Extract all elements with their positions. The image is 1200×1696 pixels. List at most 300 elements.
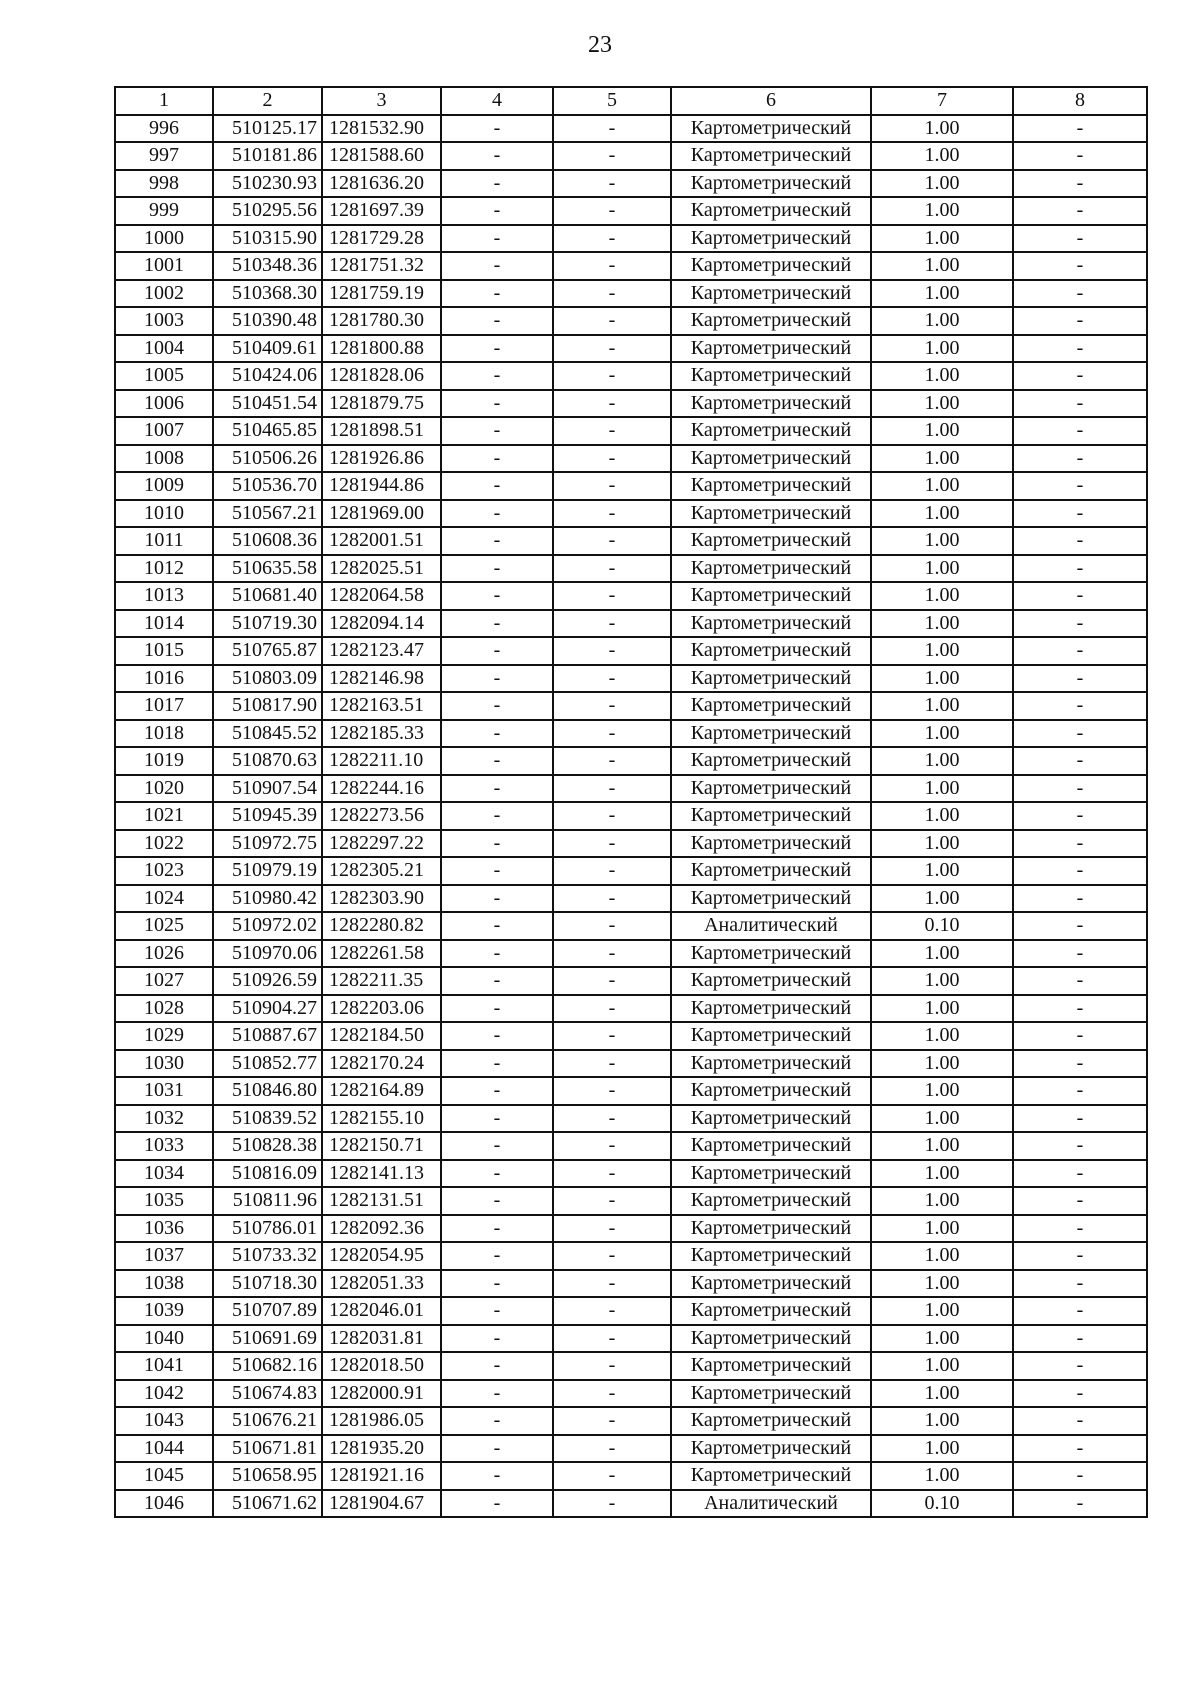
col8-cell: - xyxy=(1013,170,1147,198)
col8-cell: - xyxy=(1013,252,1147,280)
col4-cell: - xyxy=(441,1380,553,1408)
y-coordinate-cell: 1282001.51 xyxy=(322,527,441,555)
method-cell: Картометрический xyxy=(671,692,871,720)
point-number-cell: 1023 xyxy=(115,857,213,885)
table-row xyxy=(115,280,1147,308)
point-number-cell: 1038 xyxy=(115,1270,213,1298)
col8-cell: - xyxy=(1013,527,1147,555)
method-cell: Картометрический xyxy=(671,527,871,555)
col5-cell: - xyxy=(553,802,671,830)
col8-cell: - xyxy=(1013,1050,1147,1078)
table-row xyxy=(115,252,1147,280)
x-coordinate-cell: 510671.62 xyxy=(213,1490,322,1518)
col4-cell: - xyxy=(441,1187,553,1215)
col5-cell: - xyxy=(553,445,671,473)
method-cell: Картометрический xyxy=(671,1270,871,1298)
point-number-cell: 1022 xyxy=(115,830,213,858)
y-coordinate-cell: 1282092.36 xyxy=(322,1215,441,1243)
col5-cell: - xyxy=(553,720,671,748)
col4-cell: - xyxy=(441,335,553,363)
method-cell: Картометрический xyxy=(671,610,871,638)
col5-cell: - xyxy=(553,142,671,170)
accuracy-cell: 1.00 xyxy=(871,747,1013,775)
col4-cell: - xyxy=(441,1077,553,1105)
point-number-cell: 1025 xyxy=(115,912,213,940)
method-cell: Картометрический xyxy=(671,170,871,198)
method-cell: Картометрический xyxy=(671,1132,871,1160)
method-cell: Картометрический xyxy=(671,1407,871,1435)
col8-cell: - xyxy=(1013,1407,1147,1435)
method-cell: Картометрический xyxy=(671,1435,871,1463)
method-cell: Картометрический xyxy=(671,500,871,528)
x-coordinate-cell: 510348.36 xyxy=(213,252,322,280)
col5-cell: - xyxy=(553,1187,671,1215)
table-row xyxy=(115,1435,1147,1463)
col4-cell: - xyxy=(441,1435,553,1463)
accuracy-cell: 1.00 xyxy=(871,252,1013,280)
y-coordinate-cell: 1282046.01 xyxy=(322,1297,441,1325)
point-number-cell: 1039 xyxy=(115,1297,213,1325)
point-number-cell: 1021 xyxy=(115,802,213,830)
accuracy-cell: 1.00 xyxy=(871,1022,1013,1050)
col4-cell: - xyxy=(441,555,553,583)
col8-cell: - xyxy=(1013,610,1147,638)
point-number-cell: 1006 xyxy=(115,390,213,418)
point-number-cell: 998 xyxy=(115,170,213,198)
col8-cell: - xyxy=(1013,775,1147,803)
table-row xyxy=(115,692,1147,720)
col4-cell: - xyxy=(441,637,553,665)
method-cell: Картометрический xyxy=(671,582,871,610)
x-coordinate-cell: 510970.06 xyxy=(213,940,322,968)
method-cell: Картометрический xyxy=(671,1077,871,1105)
column-header-5: 5 xyxy=(553,87,671,115)
col4-cell: - xyxy=(441,1490,553,1518)
y-coordinate-cell: 1281969.00 xyxy=(322,500,441,528)
table-row xyxy=(115,1490,1147,1518)
table-row xyxy=(115,1462,1147,1490)
y-coordinate-cell: 1282184.50 xyxy=(322,1022,441,1050)
x-coordinate-cell: 510681.40 xyxy=(213,582,322,610)
col8-cell: - xyxy=(1013,940,1147,968)
table-row xyxy=(115,527,1147,555)
col4-cell: - xyxy=(441,610,553,638)
accuracy-cell: 1.00 xyxy=(871,527,1013,555)
col8-cell: - xyxy=(1013,582,1147,610)
accuracy-cell: 1.00 xyxy=(871,115,1013,143)
x-coordinate-cell: 510718.30 xyxy=(213,1270,322,1298)
col4-cell: - xyxy=(441,500,553,528)
point-number-cell: 1024 xyxy=(115,885,213,913)
method-cell: Картометрический xyxy=(671,115,871,143)
accuracy-cell: 1.00 xyxy=(871,1325,1013,1353)
x-coordinate-cell: 510926.59 xyxy=(213,967,322,995)
col8-cell: - xyxy=(1013,857,1147,885)
col8-cell: - xyxy=(1013,472,1147,500)
method-cell: Картометрический xyxy=(671,225,871,253)
col8-cell: - xyxy=(1013,555,1147,583)
x-coordinate-cell: 510845.52 xyxy=(213,720,322,748)
table-row xyxy=(115,390,1147,418)
table-row xyxy=(115,335,1147,363)
accuracy-cell: 1.00 xyxy=(871,225,1013,253)
col5-cell: - xyxy=(553,967,671,995)
accuracy-cell: 1.00 xyxy=(871,665,1013,693)
table-row xyxy=(115,995,1147,1023)
accuracy-cell: 1.00 xyxy=(871,1352,1013,1380)
accuracy-cell: 1.00 xyxy=(871,610,1013,638)
accuracy-cell: 1.00 xyxy=(871,1435,1013,1463)
table-row xyxy=(115,857,1147,885)
x-coordinate-cell: 510506.26 xyxy=(213,445,322,473)
y-coordinate-cell: 1282211.10 xyxy=(322,747,441,775)
col4-cell: - xyxy=(441,1297,553,1325)
y-coordinate-cell: 1282146.98 xyxy=(322,665,441,693)
x-coordinate-cell: 510181.86 xyxy=(213,142,322,170)
accuracy-cell: 1.00 xyxy=(871,995,1013,1023)
accuracy-cell: 1.00 xyxy=(871,1297,1013,1325)
table-row xyxy=(115,582,1147,610)
col8-cell: - xyxy=(1013,1270,1147,1298)
col8-cell: - xyxy=(1013,1187,1147,1215)
y-coordinate-cell: 1281828.06 xyxy=(322,362,441,390)
x-coordinate-cell: 510786.01 xyxy=(213,1215,322,1243)
accuracy-cell: 1.00 xyxy=(871,500,1013,528)
method-cell: Картометрический xyxy=(671,390,871,418)
accuracy-cell: 1.00 xyxy=(871,1242,1013,1270)
col5-cell: - xyxy=(553,885,671,913)
x-coordinate-cell: 510972.02 xyxy=(213,912,322,940)
col5-cell: - xyxy=(553,1105,671,1133)
y-coordinate-cell: 1282297.22 xyxy=(322,830,441,858)
y-coordinate-cell: 1281532.90 xyxy=(322,115,441,143)
point-number-cell: 1016 xyxy=(115,665,213,693)
accuracy-cell: 1.00 xyxy=(871,1077,1013,1105)
method-cell: Картометрический xyxy=(671,280,871,308)
col5-cell: - xyxy=(553,170,671,198)
accuracy-cell: 1.00 xyxy=(871,362,1013,390)
x-coordinate-cell: 510671.81 xyxy=(213,1435,322,1463)
col4-cell: - xyxy=(441,1132,553,1160)
col8-cell: - xyxy=(1013,967,1147,995)
table-row xyxy=(115,445,1147,473)
x-coordinate-cell: 510733.32 xyxy=(213,1242,322,1270)
method-cell: Картометрический xyxy=(671,940,871,968)
x-coordinate-cell: 510846.80 xyxy=(213,1077,322,1105)
col4-cell: - xyxy=(441,1242,553,1270)
col4-cell: - xyxy=(441,775,553,803)
col8-cell: - xyxy=(1013,1297,1147,1325)
col4-cell: - xyxy=(441,390,553,418)
col5-cell: - xyxy=(553,692,671,720)
x-coordinate-cell: 510691.69 xyxy=(213,1325,322,1353)
col5-cell: - xyxy=(553,1297,671,1325)
col5-cell: - xyxy=(553,1132,671,1160)
method-cell: Картометрический xyxy=(671,362,871,390)
method-cell: Картометрический xyxy=(671,1242,871,1270)
y-coordinate-cell: 1282155.10 xyxy=(322,1105,441,1133)
y-coordinate-cell: 1282261.58 xyxy=(322,940,441,968)
col4-cell: - xyxy=(441,527,553,555)
method-cell: Картометрический xyxy=(671,1160,871,1188)
point-number-cell: 1019 xyxy=(115,747,213,775)
column-header-4: 4 xyxy=(441,87,553,115)
col8-cell: - xyxy=(1013,1215,1147,1243)
accuracy-cell: 1.00 xyxy=(871,170,1013,198)
y-coordinate-cell: 1281879.75 xyxy=(322,390,441,418)
x-coordinate-cell: 510125.17 xyxy=(213,115,322,143)
y-coordinate-cell: 1282123.47 xyxy=(322,637,441,665)
col4-cell: - xyxy=(441,912,553,940)
page-number: 23 xyxy=(588,32,612,58)
method-cell: Картометрический xyxy=(671,1187,871,1215)
col8-cell: - xyxy=(1013,445,1147,473)
x-coordinate-cell: 510368.30 xyxy=(213,280,322,308)
col8-cell: - xyxy=(1013,225,1147,253)
accuracy-cell: 1.00 xyxy=(871,307,1013,335)
col5-cell: - xyxy=(553,390,671,418)
x-coordinate-cell: 510707.89 xyxy=(213,1297,322,1325)
point-number-cell: 1030 xyxy=(115,1050,213,1078)
accuracy-cell: 1.00 xyxy=(871,1050,1013,1078)
point-number-cell: 1010 xyxy=(115,500,213,528)
col5-cell: - xyxy=(553,775,671,803)
column-header-8: 8 xyxy=(1013,87,1147,115)
table-row xyxy=(115,912,1147,940)
x-coordinate-cell: 510635.58 xyxy=(213,555,322,583)
table-row xyxy=(115,472,1147,500)
col4-cell: - xyxy=(441,142,553,170)
x-coordinate-cell: 510907.54 xyxy=(213,775,322,803)
method-cell: Картометрический xyxy=(671,1380,871,1408)
x-coordinate-cell: 510817.90 xyxy=(213,692,322,720)
y-coordinate-cell: 1281729.28 xyxy=(322,225,441,253)
table-row xyxy=(115,1105,1147,1133)
y-coordinate-cell: 1282303.90 xyxy=(322,885,441,913)
col4-cell: - xyxy=(441,1462,553,1490)
col5-cell: - xyxy=(553,500,671,528)
header-row xyxy=(115,87,1147,115)
method-cell: Картометрический xyxy=(671,967,871,995)
method-cell: Картометрический xyxy=(671,1462,871,1490)
col4-cell: - xyxy=(441,995,553,1023)
point-number-cell: 1033 xyxy=(115,1132,213,1160)
method-cell: Картометрический xyxy=(671,417,871,445)
table-row xyxy=(115,115,1147,143)
method-cell: Аналитический xyxy=(671,1490,871,1518)
col5-cell: - xyxy=(553,362,671,390)
table-row xyxy=(115,225,1147,253)
col5-cell: - xyxy=(553,610,671,638)
x-coordinate-cell: 510230.93 xyxy=(213,170,322,198)
point-number-cell: 1041 xyxy=(115,1352,213,1380)
point-number-cell: 1004 xyxy=(115,335,213,363)
point-number-cell: 1000 xyxy=(115,225,213,253)
table-row xyxy=(115,1050,1147,1078)
x-coordinate-cell: 510390.48 xyxy=(213,307,322,335)
table-row xyxy=(115,1215,1147,1243)
col5-cell: - xyxy=(553,225,671,253)
col5-cell: - xyxy=(553,637,671,665)
col4-cell: - xyxy=(441,1407,553,1435)
y-coordinate-cell: 1282273.56 xyxy=(322,802,441,830)
accuracy-cell: 1.00 xyxy=(871,1462,1013,1490)
method-cell: Картометрический xyxy=(671,1215,871,1243)
table-row xyxy=(115,1352,1147,1380)
col8-cell: - xyxy=(1013,500,1147,528)
accuracy-cell: 1.00 xyxy=(871,830,1013,858)
y-coordinate-cell: 1281780.30 xyxy=(322,307,441,335)
point-number-cell: 1043 xyxy=(115,1407,213,1435)
table-row xyxy=(115,1270,1147,1298)
point-number-cell: 1013 xyxy=(115,582,213,610)
x-coordinate-cell: 510803.09 xyxy=(213,665,322,693)
col4-cell: - xyxy=(441,225,553,253)
table-row xyxy=(115,170,1147,198)
table-row xyxy=(115,1407,1147,1435)
table-row xyxy=(115,610,1147,638)
table-row xyxy=(115,665,1147,693)
point-number-cell: 1042 xyxy=(115,1380,213,1408)
col4-cell: - xyxy=(441,967,553,995)
x-coordinate-cell: 510295.56 xyxy=(213,197,322,225)
col5-cell: - xyxy=(553,1215,671,1243)
point-number-cell: 1005 xyxy=(115,362,213,390)
col8-cell: - xyxy=(1013,1380,1147,1408)
accuracy-cell: 1.00 xyxy=(871,417,1013,445)
point-number-cell: 1031 xyxy=(115,1077,213,1105)
col8-cell: - xyxy=(1013,142,1147,170)
accuracy-cell: 1.00 xyxy=(871,967,1013,995)
method-cell: Картометрический xyxy=(671,885,871,913)
col5-cell: - xyxy=(553,307,671,335)
col4-cell: - xyxy=(441,665,553,693)
col8-cell: - xyxy=(1013,995,1147,1023)
x-coordinate-cell: 510451.54 xyxy=(213,390,322,418)
table-row xyxy=(115,500,1147,528)
col4-cell: - xyxy=(441,280,553,308)
x-coordinate-cell: 510811.96 xyxy=(213,1187,322,1215)
accuracy-cell: 1.00 xyxy=(871,692,1013,720)
col8-cell: - xyxy=(1013,885,1147,913)
accuracy-cell: 1.00 xyxy=(871,857,1013,885)
table-header xyxy=(115,87,1147,115)
col5-cell: - xyxy=(553,197,671,225)
y-coordinate-cell: 1282203.06 xyxy=(322,995,441,1023)
x-coordinate-cell: 510904.27 xyxy=(213,995,322,1023)
table-row xyxy=(115,802,1147,830)
accuracy-cell: 1.00 xyxy=(871,445,1013,473)
accuracy-cell: 1.00 xyxy=(871,720,1013,748)
table-row xyxy=(115,142,1147,170)
col8-cell: - xyxy=(1013,1022,1147,1050)
col4-cell: - xyxy=(441,252,553,280)
accuracy-cell: 1.00 xyxy=(871,142,1013,170)
col4-cell: - xyxy=(441,115,553,143)
x-coordinate-cell: 510980.42 xyxy=(213,885,322,913)
y-coordinate-cell: 1282064.58 xyxy=(322,582,441,610)
col5-cell: - xyxy=(553,280,671,308)
col8-cell: - xyxy=(1013,390,1147,418)
col8-cell: - xyxy=(1013,197,1147,225)
x-coordinate-cell: 510608.36 xyxy=(213,527,322,555)
col4-cell: - xyxy=(441,692,553,720)
y-coordinate-cell: 1282018.50 xyxy=(322,1352,441,1380)
col5-cell: - xyxy=(553,1050,671,1078)
col4-cell: - xyxy=(441,1270,553,1298)
y-coordinate-cell: 1281751.32 xyxy=(322,252,441,280)
col5-cell: - xyxy=(553,665,671,693)
col8-cell: - xyxy=(1013,1462,1147,1490)
point-number-cell: 1028 xyxy=(115,995,213,1023)
y-coordinate-cell: 1281898.51 xyxy=(322,417,441,445)
col5-cell: - xyxy=(553,1077,671,1105)
method-cell: Картометрический xyxy=(671,1297,871,1325)
col4-cell: - xyxy=(441,885,553,913)
x-coordinate-cell: 510765.87 xyxy=(213,637,322,665)
x-coordinate-cell: 510828.38 xyxy=(213,1132,322,1160)
y-coordinate-cell: 1282150.71 xyxy=(322,1132,441,1160)
table-row xyxy=(115,885,1147,913)
accuracy-cell: 1.00 xyxy=(871,555,1013,583)
accuracy-cell: 1.00 xyxy=(871,197,1013,225)
x-coordinate-cell: 510676.21 xyxy=(213,1407,322,1435)
x-coordinate-cell: 510719.30 xyxy=(213,610,322,638)
col8-cell: - xyxy=(1013,912,1147,940)
point-number-cell: 1011 xyxy=(115,527,213,555)
point-number-cell: 1036 xyxy=(115,1215,213,1243)
table-row xyxy=(115,720,1147,748)
col8-cell: - xyxy=(1013,417,1147,445)
col5-cell: - xyxy=(553,527,671,555)
col5-cell: - xyxy=(553,1022,671,1050)
table-row xyxy=(115,1132,1147,1160)
col8-cell: - xyxy=(1013,1325,1147,1353)
col5-cell: - xyxy=(553,1380,671,1408)
y-coordinate-cell: 1281935.20 xyxy=(322,1435,441,1463)
point-number-cell: 1044 xyxy=(115,1435,213,1463)
method-cell: Картометрический xyxy=(671,555,871,583)
y-coordinate-cell: 1282131.51 xyxy=(322,1187,441,1215)
col5-cell: - xyxy=(553,1435,671,1463)
accuracy-cell: 0.10 xyxy=(871,1490,1013,1518)
col5-cell: - xyxy=(553,1160,671,1188)
y-coordinate-cell: 1281921.16 xyxy=(322,1462,441,1490)
x-coordinate-cell: 510674.83 xyxy=(213,1380,322,1408)
y-coordinate-cell: 1282025.51 xyxy=(322,555,441,583)
column-header-6: 6 xyxy=(671,87,871,115)
table-row xyxy=(115,830,1147,858)
x-coordinate-cell: 510536.70 xyxy=(213,472,322,500)
method-cell: Аналитический xyxy=(671,912,871,940)
col5-cell: - xyxy=(553,857,671,885)
col4-cell: - xyxy=(441,582,553,610)
col5-cell: - xyxy=(553,995,671,1023)
point-number-cell: 1008 xyxy=(115,445,213,473)
accuracy-cell: 1.00 xyxy=(871,637,1013,665)
y-coordinate-cell: 1282051.33 xyxy=(322,1270,441,1298)
x-coordinate-cell: 510816.09 xyxy=(213,1160,322,1188)
method-cell: Картометрический xyxy=(671,747,871,775)
accuracy-cell: 1.00 xyxy=(871,1160,1013,1188)
x-coordinate-cell: 510315.90 xyxy=(213,225,322,253)
accuracy-cell: 1.00 xyxy=(871,390,1013,418)
method-cell: Картометрический xyxy=(671,252,871,280)
x-coordinate-cell: 510887.67 xyxy=(213,1022,322,1050)
point-number-cell: 1034 xyxy=(115,1160,213,1188)
y-coordinate-cell: 1282094.14 xyxy=(322,610,441,638)
col8-cell: - xyxy=(1013,1132,1147,1160)
